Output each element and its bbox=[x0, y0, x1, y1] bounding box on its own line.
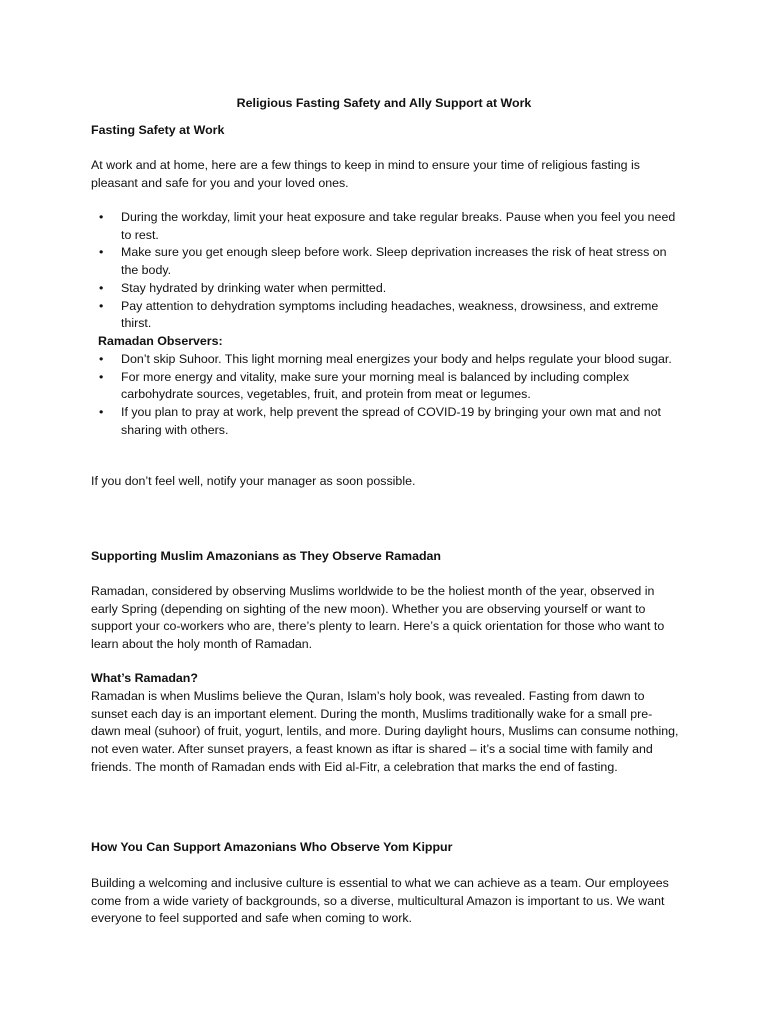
bullet-icon: • bbox=[99, 280, 104, 295]
ramadan-intro: Ramadan, considered by observing Muslims worldwide to be the holiest month of the year, observed in early Spring (depending on sighting of the new moon). Whether you are observing yourself or want to support your co-workers who are, there’s plenty to learn. Here’s a quick orientation for those who want to learn about the holy month of Ramadan. bbox=[91, 584, 665, 652]
section-heading-supporting-ramadan: Supporting Muslim Amazonians as They Observe Ramadan bbox=[91, 549, 441, 563]
list-item: • During the workday, limit your heat exposure and take regular breaks. Pause when you feel you need to rest. bbox=[99, 210, 676, 242]
list-item: • Make sure you get enough sleep before work. Sleep deprivation increases the risk of heat stress on the body. bbox=[99, 245, 667, 278]
section-heading-yom-kippur: How You Can Support Amazonians Who Observe Yom Kippur bbox=[91, 840, 453, 854]
yom-kippur-body: Building a welcoming and inclusive culture is essential to what we can achieve as a team. Our employees come from a wide variety of backgrounds, so a diverse, multicultural Amazon is important to us. We want everyone to feel supported and safe when coming to work. bbox=[91, 876, 669, 926]
list-item: • For more energy and vitality, make sure your morning meal is balanced by including complex carbohydrate sources, vegetables, fruit, and protein from meat or legumes. bbox=[99, 369, 630, 402]
list-item: • If you plan to pray at work, help prevent the spread of COVID-19 by bringing your own mat and not sharing with others. bbox=[99, 405, 661, 437]
section-heading-fasting-safety: Fasting Safety at Work bbox=[91, 123, 225, 137]
notify-manager-text: If you don’t feel well, notify your manager as soon possible. bbox=[91, 474, 416, 488]
ramadan-description: Ramadan is when Muslims believe the Quran, Islam’s holy book, was revealed. Fasting from dawn to sunset each day is an important element. During the month, Muslims traditionally wake for a small pre-dawn meal (suhoor) of fruit, yogurt, lentils, and more. During daylight hours, Muslims can consume nothing, not even water. After sunset prayers, a feast known as iftar is shared – it’s a social time with family and friends. The month of Ramadan ends with Eid al-Fitr, a celebration that marks the end of fasting. bbox=[91, 689, 679, 774]
fasting-safety-intro: At work and at home, here are a few things to keep in mind to ensure your time of religious fasting is pleasant and safe for you and your loved ones. bbox=[91, 158, 640, 190]
ramadan-observers-list bbox=[91, 351, 681, 440]
ramadan-observers-label: Ramadan Observers: bbox=[98, 334, 223, 348]
subheading-whats-ramadan: What’s Ramadan? bbox=[91, 671, 198, 685]
bullet-icon: • bbox=[99, 369, 104, 384]
list-item: • Pay attention to dehydration symptoms including headaches, weakness, drowsiness, and extreme thirst. bbox=[99, 298, 659, 331]
bullet-icon: • bbox=[99, 298, 104, 313]
list-item: • Stay hydrated by drinking water when permitted. bbox=[91, 280, 681, 298]
list-item: • Don’t skip Suhoor. This light morning meal energizes your body and helps regulate your blood sugar. bbox=[91, 351, 681, 369]
bullet-icon: • bbox=[99, 352, 104, 366]
fasting-safety-list bbox=[91, 209, 681, 333]
bullet-icon: • bbox=[99, 210, 104, 224]
document-title: Religious Fasting Safety and Ally Support at Work bbox=[236, 96, 532, 110]
bullet-icon: • bbox=[99, 405, 104, 420]
bullet-icon: • bbox=[99, 245, 104, 260]
